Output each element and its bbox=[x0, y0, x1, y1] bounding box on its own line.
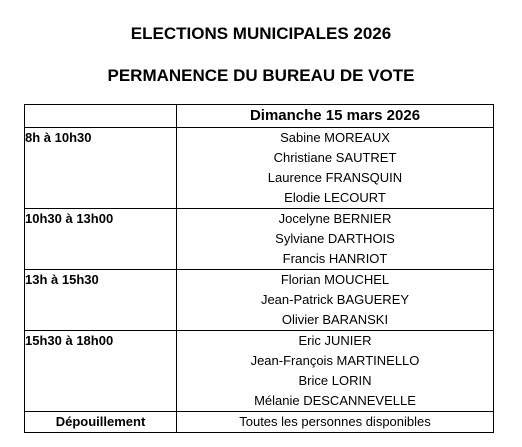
empty-cell bbox=[25, 371, 177, 391]
table-row bbox=[25, 331, 494, 352]
table-row bbox=[25, 351, 494, 371]
empty-cell bbox=[25, 351, 177, 371]
volunteer-name: Jean-François MARTINELLO bbox=[177, 351, 494, 371]
empty-cell bbox=[25, 229, 177, 249]
table-row bbox=[25, 188, 494, 209]
volunteer-name: Sylviane DARTHOIS bbox=[177, 229, 494, 249]
table-row bbox=[25, 168, 494, 188]
time-slot-label: 13h à 15h30 bbox=[25, 270, 177, 291]
empty-cell bbox=[25, 290, 177, 310]
schedule-table bbox=[24, 104, 494, 433]
empty-cell bbox=[25, 391, 177, 412]
table-row bbox=[25, 290, 494, 310]
volunteer-name: Christiane SAUTRET bbox=[177, 148, 494, 168]
table-row bbox=[25, 310, 494, 331]
volunteer-name: Brice LORIN bbox=[177, 371, 494, 391]
volunteer-name: Sabine MOREAUX bbox=[177, 128, 494, 149]
table-row bbox=[25, 209, 494, 230]
table-row bbox=[25, 371, 494, 391]
volunteer-name: Jocelyne BERNIER bbox=[177, 209, 494, 230]
volunteer-name: Elodie LECOURT bbox=[177, 188, 494, 209]
counting-label: Dépouillement bbox=[25, 412, 177, 433]
table-row bbox=[25, 249, 494, 270]
volunteer-name: Laurence FRANSQUIN bbox=[177, 168, 494, 188]
document-title: ELECTIONS MUNICIPALES 2026 bbox=[130, 24, 392, 43]
volunteer-name: Eric JUNIER bbox=[177, 331, 494, 352]
time-slot-label: 8h à 10h30 bbox=[25, 128, 177, 149]
empty-cell bbox=[25, 188, 177, 209]
time-slot-label: 10h30 à 13h00 bbox=[25, 209, 177, 230]
document-subtitle: PERMANENCE DU BUREAU DE VOTE bbox=[107, 66, 415, 85]
time-slot-label: 15h30 à 18h00 bbox=[25, 331, 177, 352]
table-header-row bbox=[25, 105, 494, 128]
volunteer-name: Jean-Patrick BAGUEREY bbox=[177, 290, 494, 310]
volunteer-name: Olivier BARANSKI bbox=[177, 310, 494, 331]
empty-cell bbox=[25, 148, 177, 168]
header-empty-cell bbox=[25, 105, 177, 128]
table-row bbox=[25, 412, 494, 433]
empty-cell bbox=[25, 168, 177, 188]
volunteer-name: Florian MOUCHEL bbox=[177, 270, 494, 291]
date-header: Dimanche 15 mars 2026 bbox=[177, 105, 494, 128]
table-row bbox=[25, 229, 494, 249]
table-row bbox=[25, 148, 494, 168]
counting-value: Toutes les personnes disponibles bbox=[177, 412, 494, 433]
table-row bbox=[25, 128, 494, 149]
volunteer-name: Francis HANRIOT bbox=[177, 249, 494, 270]
table-row bbox=[25, 270, 494, 291]
volunteer-name: Mélanie DESCANNEVELLE bbox=[177, 391, 494, 412]
empty-cell bbox=[25, 249, 177, 270]
table-row bbox=[25, 391, 494, 412]
empty-cell bbox=[25, 310, 177, 331]
